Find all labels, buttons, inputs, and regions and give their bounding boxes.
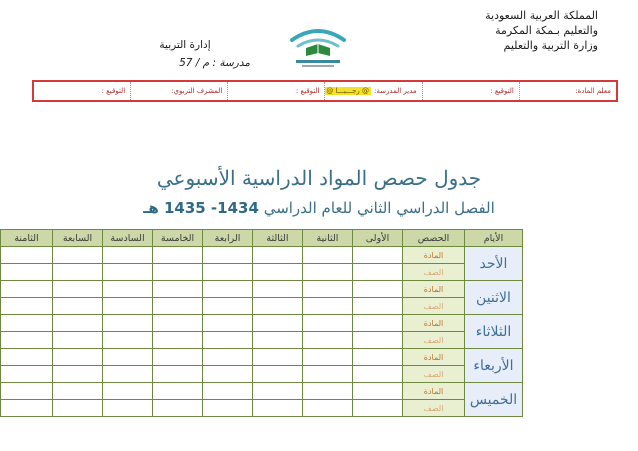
- schedule-cell[interactable]: [253, 315, 303, 332]
- column-header: الثامنة: [1, 230, 53, 247]
- schedule-cell[interactable]: [53, 281, 103, 298]
- day-cell: الأربعاء: [465, 349, 523, 383]
- schedule-cell[interactable]: [1, 400, 53, 417]
- column-header: السابعة: [53, 230, 103, 247]
- schedule-cell[interactable]: [203, 349, 253, 366]
- day-cell: الأحد: [465, 247, 523, 281]
- schedule-cell[interactable]: [1, 383, 53, 400]
- table-row: [1, 383, 523, 400]
- education-administration: إدارة التربية: [159, 39, 211, 51]
- schedule-cell[interactable]: [253, 349, 303, 366]
- schedule-cell[interactable]: [153, 383, 203, 400]
- schedule-cell[interactable]: [203, 281, 253, 298]
- schedule-cell[interactable]: [353, 383, 403, 400]
- schedule-cell[interactable]: [1, 298, 53, 315]
- ministry-line-1: المملكة العربية السعودية: [485, 9, 598, 22]
- schedule-cell[interactable]: [153, 247, 203, 264]
- schedule-cell[interactable]: [1, 247, 53, 264]
- school-number: مدرسة : م / 57: [179, 57, 250, 69]
- class-label-cell: الصف: [403, 298, 465, 315]
- column-header: الأولى: [353, 230, 403, 247]
- schedule-cell[interactable]: [353, 366, 403, 383]
- teacher-signature-label: التوقيع :: [422, 82, 519, 100]
- schedule-cell[interactable]: [1, 315, 53, 332]
- principal-cell: [324, 82, 421, 100]
- table-header-row: [1, 230, 523, 247]
- schedule-cell[interactable]: [203, 315, 253, 332]
- schedule-cell[interactable]: [303, 383, 353, 400]
- schedule-cell[interactable]: [353, 315, 403, 332]
- day-cell: الخميس: [465, 383, 523, 417]
- schedule-cell[interactable]: [203, 247, 253, 264]
- schedule-cell[interactable]: [303, 332, 353, 349]
- schedule-cell[interactable]: [103, 332, 153, 349]
- ministry-logo-icon: [286, 18, 350, 72]
- ministry-line-2: والتعليم بـمكة المكرمة: [495, 24, 598, 37]
- schedule-cell[interactable]: [53, 264, 103, 281]
- schedule-cell[interactable]: [253, 264, 303, 281]
- schedule-cell[interactable]: [153, 298, 203, 315]
- schedule-cell[interactable]: [103, 281, 153, 298]
- column-header: الرابعة: [203, 230, 253, 247]
- schedule-cell[interactable]: [203, 383, 253, 400]
- table-row: [1, 264, 523, 281]
- table-row: [1, 315, 523, 332]
- class-label-cell: الصف: [403, 366, 465, 383]
- weekly-schedule-table: [0, 229, 523, 417]
- schedule-cell[interactable]: [303, 281, 353, 298]
- schedule-cell[interactable]: [53, 298, 103, 315]
- schedule-cell[interactable]: [153, 400, 203, 417]
- schedule-cell[interactable]: [153, 281, 203, 298]
- subject-label-cell: المادة: [403, 315, 465, 332]
- schedule-cell[interactable]: [53, 400, 103, 417]
- schedule-cell[interactable]: [153, 332, 203, 349]
- table-row: [1, 400, 523, 417]
- schedule-cell[interactable]: [353, 281, 403, 298]
- schedule-cell[interactable]: [253, 383, 303, 400]
- schedule-cell[interactable]: [153, 349, 203, 366]
- semester-text: الفصل الدراسي الثاني للعام الدراسي: [263, 199, 495, 217]
- column-header: السادسة: [103, 230, 153, 247]
- schedule-cell[interactable]: [203, 366, 253, 383]
- class-label-cell: الصف: [403, 264, 465, 281]
- subject-teacher-label: معلم المادة:: [519, 82, 616, 100]
- schedule-cell[interactable]: [253, 400, 303, 417]
- schedule-cell[interactable]: [303, 366, 353, 383]
- schedule-cell[interactable]: [353, 349, 403, 366]
- subject-label-cell: المادة: [403, 247, 465, 264]
- schedule-cell[interactable]: [53, 315, 103, 332]
- schedule-cell[interactable]: [303, 264, 353, 281]
- schedule-cell[interactable]: [353, 298, 403, 315]
- schedule-cell[interactable]: [303, 298, 353, 315]
- supervisor-signature-label: التوقيع :: [101, 87, 126, 95]
- schedule-cell[interactable]: [253, 332, 303, 349]
- signature-bar: [32, 80, 618, 102]
- schedule-cell[interactable]: [1, 332, 53, 349]
- schedule-cell[interactable]: [103, 264, 153, 281]
- schedule-cell[interactable]: [353, 247, 403, 264]
- schedule-cell[interactable]: [53, 349, 103, 366]
- schedule-cell[interactable]: [353, 400, 403, 417]
- schedule-cell[interactable]: [103, 247, 153, 264]
- schedule-cell[interactable]: [253, 298, 303, 315]
- principal-label: مدير المدرسة:: [374, 87, 417, 95]
- schedule-cell[interactable]: [253, 281, 303, 298]
- class-label-cell: الصف: [403, 332, 465, 349]
- school-header: [120, 36, 250, 72]
- schedule-cell[interactable]: [303, 349, 353, 366]
- schedule-cell[interactable]: [153, 315, 203, 332]
- column-header: الخامسة: [153, 230, 203, 247]
- schedule-cell[interactable]: [1, 264, 53, 281]
- table-row: [1, 349, 523, 366]
- column-header: الثانية: [303, 230, 353, 247]
- schedule-cell[interactable]: [303, 247, 353, 264]
- day-cell: الاثنين: [465, 281, 523, 315]
- schedule-cell[interactable]: [203, 298, 253, 315]
- schedule-cell[interactable]: [253, 247, 303, 264]
- schedule-cell[interactable]: [303, 315, 353, 332]
- schedule-cell[interactable]: [1, 366, 53, 383]
- ministry-line-3: وزارة التربية والتعليم: [503, 39, 598, 52]
- ministry-header: [398, 8, 598, 53]
- table-row: [1, 332, 523, 349]
- subject-label-cell: المادة: [403, 349, 465, 366]
- schedule-cell[interactable]: [53, 383, 103, 400]
- subject-label-cell: المادة: [403, 383, 465, 400]
- schedule-cell[interactable]: [153, 264, 203, 281]
- schedule-cell[interactable]: [1, 281, 53, 298]
- table-row: [1, 281, 523, 298]
- schedule-cell[interactable]: [53, 247, 103, 264]
- subject-label-cell: المادة: [403, 281, 465, 298]
- table-row: [1, 247, 523, 264]
- schedule-cell[interactable]: [203, 264, 253, 281]
- schedule-cell[interactable]: [203, 332, 253, 349]
- column-header: الثالثة: [253, 230, 303, 247]
- schedule-cell[interactable]: [103, 298, 153, 315]
- schedule-cell[interactable]: [203, 400, 253, 417]
- schedule-cell[interactable]: [353, 264, 403, 281]
- schedule-cell[interactable]: [303, 400, 353, 417]
- column-header: الأيام: [465, 230, 523, 247]
- schedule-cell[interactable]: [103, 315, 153, 332]
- principal-signature-label: التوقيع :: [227, 82, 324, 100]
- table-row: [1, 298, 523, 315]
- day-cell: الثلاثاء: [465, 315, 523, 349]
- schedule-cell[interactable]: [1, 349, 53, 366]
- schedule-cell[interactable]: [153, 366, 203, 383]
- page-subtitle: [0, 199, 638, 217]
- column-header: الحصص: [403, 230, 465, 247]
- principal-name: @ رجـــبـــا @: [326, 87, 370, 95]
- schedule-cell[interactable]: [103, 349, 153, 366]
- schedule-cell[interactable]: [253, 366, 303, 383]
- page-title: جدول حصص المواد الدراسية الأسبوعي: [156, 166, 482, 190]
- class-label-cell: الصف: [403, 400, 465, 417]
- schedule-cell[interactable]: [53, 366, 103, 383]
- schedule-cell[interactable]: [53, 332, 103, 349]
- schedule-cell[interactable]: [103, 383, 153, 400]
- table-row: [1, 366, 523, 383]
- schedule-cell[interactable]: [353, 332, 403, 349]
- schedule-cell[interactable]: [103, 400, 153, 417]
- academic-year: 1434- 1435 هـ: [143, 199, 259, 217]
- schedule-cell[interactable]: [103, 366, 153, 383]
- supervisor-label: المشرف التربوي:: [130, 82, 227, 100]
